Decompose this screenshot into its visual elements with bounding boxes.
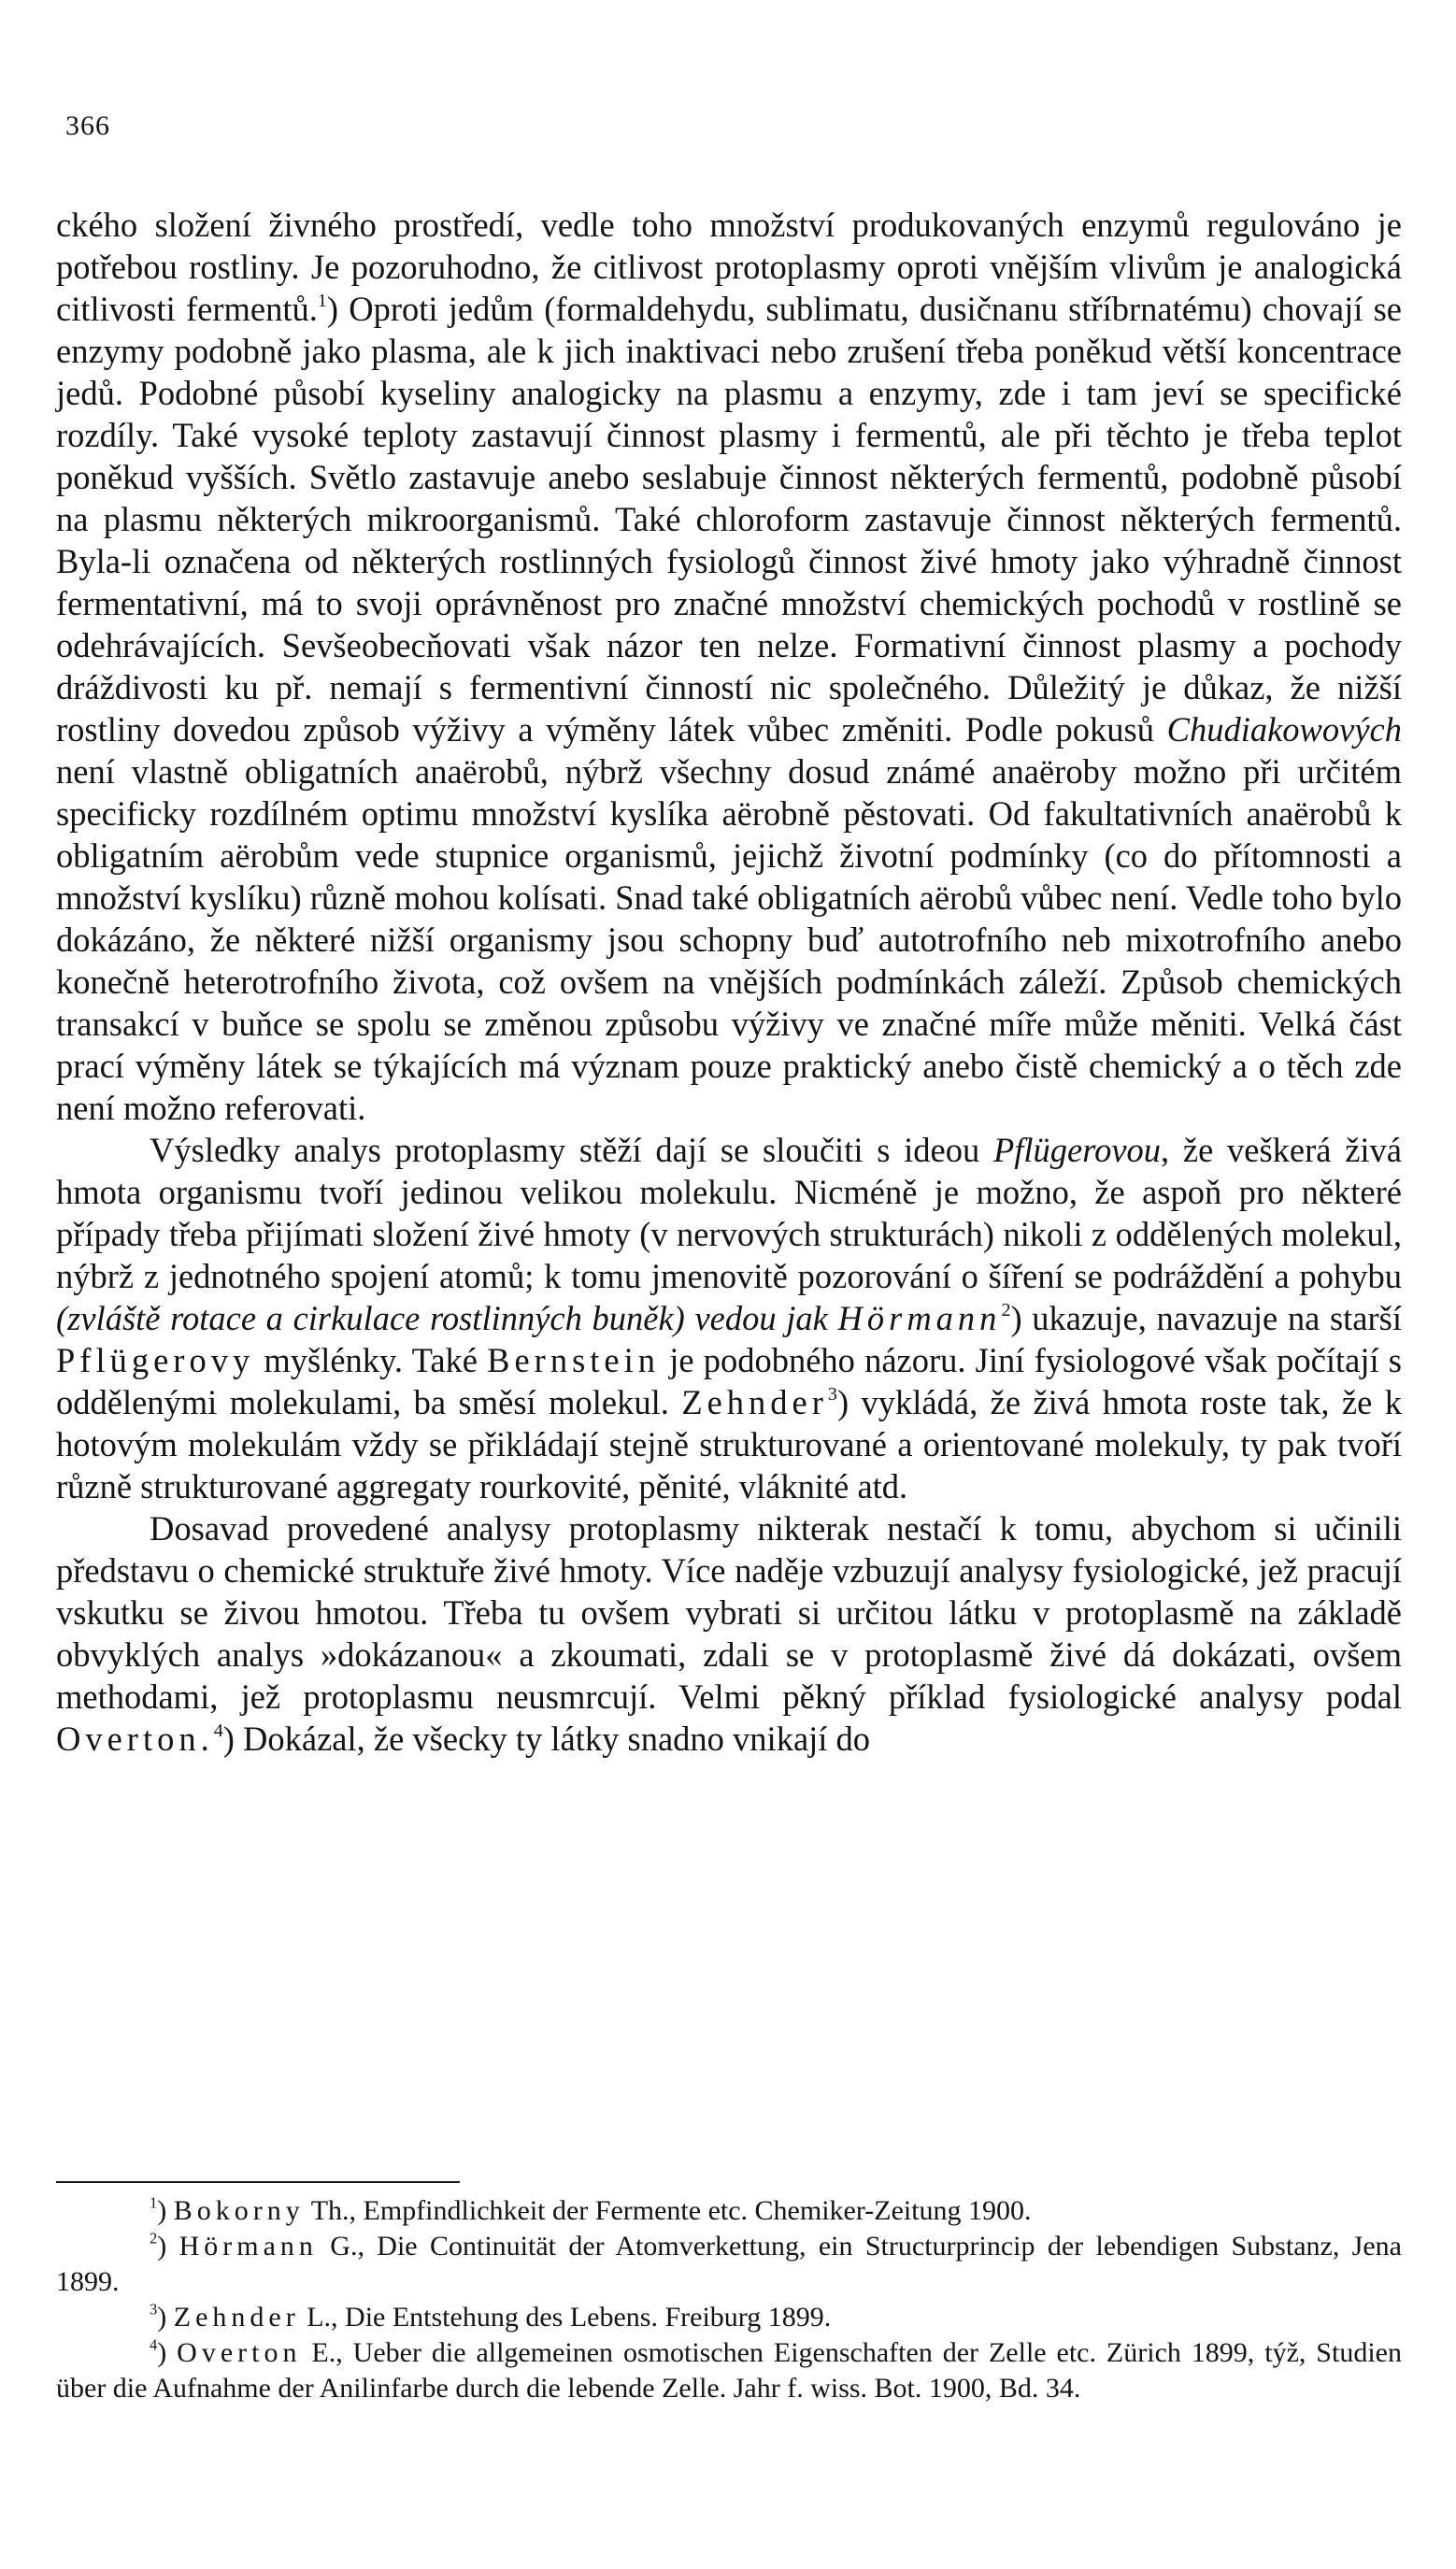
- text-run: , že veškerá živá hmota organismu tvoří jedinou velikou molekulu. Nicméně je možno, že aspoň pro některé případy třeba přijímati složení živé hmoty (v nervových strukturách) nikoli z oddělených molekul, nýbrž z jednotného spojení atomů; k tomu jmenovitě pozorování o šíření se podráždění a pohybu: [56, 1131, 1403, 1295]
- spaced-name: Overton: [177, 2337, 302, 2368]
- footnote-reference: 1: [317, 290, 327, 311]
- footnote-reference: 3: [827, 1383, 837, 1405]
- text-run: L., Die Entstehung des Lebens. Freiburg 1899.: [299, 2302, 832, 2333]
- footnote-reference: 2: [1001, 1299, 1011, 1320]
- footnote: [56, 2229, 1402, 2300]
- spaced-name: Bernstein: [487, 1341, 661, 1379]
- footnote-mark: 2: [150, 2229, 158, 2248]
- body-text: [56, 204, 1402, 1760]
- paragraph: [56, 1129, 1402, 1507]
- paragraph: [56, 1507, 1402, 1760]
- text-run: ) ukazuje, navazuje na starší: [1010, 1299, 1402, 1337]
- text-run: ) Oproti jedům (formaldehydu, sublimatu, dusičnanu stříbrnatému) chovají se enzymy podobně jako plasma, ale k jich inaktivaci nebo zrušení třeba poněkud větší koncentrace jedů. Podobné působí kyseliny analogicky na plasmu a enzymy, zde i tam jeví se specifické rozdíly. Také vysoké teploty zastavují činnost plasmy i fermentů, ale při těchto je třeba teplot poněkud vyšších. Světlo zastavuje anebo seslabuje činnost některých fermentů, podobně působí na plasmu některých mikroorganismů. Také chloroform zastavuje činnost některých fermentů. Byla-li označena od některých rostlinných fysiologů činnost živé hmoty jako výhradně činnost fermentativní, má to svoji oprávněnost pro značné množství chemických pochodů v rostlině se odehrávajících. Sevšeobecňovati však názor ten nelze. Formativní činnost plasmy a pochody dráždivosti ku př. nemají s fermentivní činností nic společného. Důležitý je důkaz, že nižší rostliny dovedou způsob výživy a výměny látek vůbec změniti. Podle pokusů: [56, 290, 1403, 749]
- text-run: Výsledky analys protoplasmy stěží dají se sloučiti s ideou: [150, 1131, 993, 1169]
- text-run: E., Ueber die allgemeinen osmotischen Eigenschaften der Zelle etc. Zürich 1899, týž, Studien über die Aufnahme der Anilinfarbe durch die lebende Zelle. Jahr f. wiss. Bot. 1900, Bd. 34.: [56, 2337, 1402, 2404]
- text-run: ckého složení živného prostředí, vedle toho množství produkovaných enzymů regulováno je potřebou rostliny. Je pozoruhodno, že citlivost protoplasmy oproti vnějším vlivům je analogická citlivosti fermentů.: [56, 206, 1402, 328]
- italic-text: (zvláště rotace a cirkulace rostlinných buněk) vedou jak: [56, 1299, 838, 1337]
- spaced-name: Zehnder: [681, 1383, 828, 1421]
- text-run: ) Dokázal, že všecky ty látky snadno vnikají do: [222, 1720, 871, 1758]
- footnote-mark: 3: [150, 2300, 158, 2319]
- spaced-name: Hörmann: [837, 1299, 1002, 1337]
- italic-text: Chudiakowových: [1166, 710, 1402, 749]
- footnote-paren: ): [157, 2195, 174, 2226]
- footnotes: [56, 2193, 1402, 2406]
- footnote-divider: [56, 2181, 460, 2183]
- footnote-mark: 4: [150, 2335, 158, 2354]
- spaced-name: Zehnder: [173, 2302, 300, 2333]
- text-run: je podobného názoru. Jiní fysiologové však počítají s oddělenými molekulami, ba směsí molekul.: [56, 1341, 1402, 1421]
- text-run: ) vykládá, že živá hmota roste tak, že k hotovým molekulám vždy se přikládají stejně strukturované a orientované molekuly, ty pak tvoří různě strukturované aggregaty rourkovité, pěnité, vláknité atd.: [56, 1383, 1402, 1506]
- spaced-name: Hörmann: [178, 2231, 318, 2262]
- page-number: 366: [65, 110, 110, 141]
- footnote-mark: 1: [150, 2193, 158, 2212]
- spaced-name: Pflügerovy: [56, 1341, 255, 1379]
- italic-text: Pflügerovou: [992, 1131, 1162, 1169]
- text-run: není vlastně obligatních anaërobů, nýbrž všechny dosud známé anaëroby možno při určitém specificky rozdílném optimu množství kyslíka aërobně pěstovati. Od fakultativních anaërobů k obligatním aërobům vede stupnice organismů, jejichž životní podmínky (co do přítomnosti a množství kyslíku) různě mohou kolísati. Snad také obligatních aërobů vůbec není. Vedle toho bylo dokázáno, že některé nižší organismy jsou schopny buď autotrofního neb mixotrofního anebo konečně heterotrofního života, což ovšem na vnějších podmínkách záleží. Způsob chemických transakcí v buňce se spolu se změnou způsobu výživy ve značné míře může měniti. Velká část prací výměny látek se týkajících má význam pouze praktický anebo čistě chemický a o těch zde není možno referovati.: [56, 752, 1402, 1127]
- text-run: Th., Empfindlichkeit der Fermente etc. Chemiker-Zeitung 1900.: [304, 2195, 1032, 2226]
- footnote: [56, 2300, 1402, 2335]
- footnote: [56, 2335, 1402, 2406]
- footnote-reference: 4: [213, 1720, 223, 1741]
- footnote-paren: ): [157, 2337, 178, 2368]
- text-run: myšlénky. Také: [254, 1341, 488, 1379]
- paragraph: [56, 204, 1402, 1129]
- text-run: Dosavad provedené analysy protoplasmy nikterak nestačí k tomu, abychom si učinili představu o chemické struktuře živé hmoty. Více naděje vzbuzují analysy fysiologické, jež pracují vskutku se živou hmotou. Třeba tu ovšem vybrati si určitou látku v protoplasmě na základě obvyklých analys »dokázanou« a zkoumati, zdali se v protoplasmě živé dá dokázati, ovšem methodami, jež protoplasmu neusmrcují. Velmi pěkný příklad fysiologické analysy podal: [56, 1509, 1402, 1716]
- text-run: G., Die Continuität der Atomverkettung, ein Structurprincip der lebendigen Substanz, Jena 1899.: [56, 2231, 1402, 2297]
- spaced-name: Overton.: [56, 1720, 214, 1758]
- footnote-paren: ): [157, 2231, 179, 2262]
- footnote-paren: ): [157, 2302, 174, 2333]
- spaced-name: Bokorny: [173, 2195, 305, 2226]
- footnote: [56, 2193, 1402, 2229]
